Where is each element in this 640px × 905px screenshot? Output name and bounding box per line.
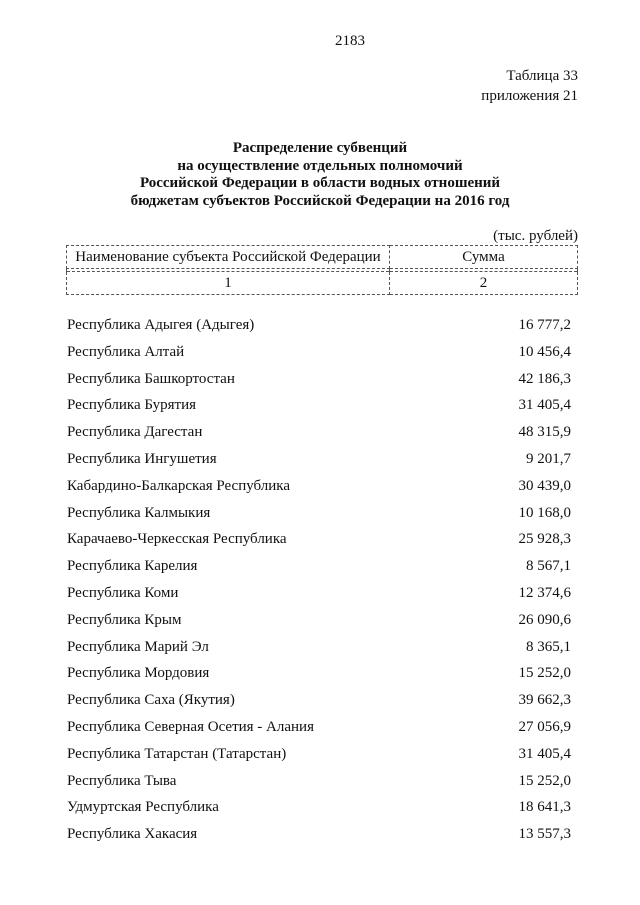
region-sum: 27 056,9 [518,719,571,735]
table-header [66,245,578,295]
region-sum: 10 456,4 [518,343,571,360]
table-row [0,689,640,711]
region-sum: 48 315,9 [518,424,571,441]
region-name: Республика Тыва [67,772,177,789]
region-name: Республика Бурятия [67,397,197,414]
table-row [0,314,640,336]
table-row [0,421,640,443]
region-name: Республика Северная Осетия - Алания [67,719,314,735]
table-row [0,475,640,497]
region-name: Республика Хакасия [67,826,198,843]
header-region-name: Наименование субъекта Российской Федерации [67,246,390,269]
region-sum: 15 252,0 [518,665,571,682]
table-row [0,770,640,792]
region-sum: 39 662,3 [518,692,571,709]
table-row [0,394,640,416]
table-row [0,743,640,765]
region-name: Республика Коми [67,585,179,601]
region-name: Кабардино-Балкарская Республика [67,477,291,494]
region-name: Удмуртская Республика [67,799,219,816]
table-label-line2: приложения 21 [481,88,578,104]
title-line-4: бюджетам субъектов Российской Федерации на 2016 год [130,192,510,209]
table-row [0,823,640,845]
region-sum: 8 365,1 [526,638,571,655]
region-name: Республика Татарстан (Татарстан) [67,745,287,762]
region-sum: 13 557,3 [518,826,571,843]
table-label-line1: Таблица 33 [506,68,578,84]
region-name: Карачаево-Черкесская Республика [67,531,287,548]
region-sum: 42 186,3 [518,370,571,387]
region-name: Республика Марий Эл [67,638,209,655]
region-name: Республика Ингушетия [67,451,217,467]
region-sum: 26 090,6 [518,611,571,628]
region-sum: 31 405,4 [518,397,571,414]
title-line-1: Распределение субвенций [232,140,408,156]
table-label [481,66,578,106]
title-line-2: на осуществление отдельных полномочий [177,157,463,174]
region-name: Республика Саха (Якутия) [67,692,235,709]
region-name: Республика Калмыкия [67,504,211,521]
region-sum: 18 641,3 [518,799,571,816]
region-sum: 30 439,0 [518,477,571,494]
table-row [0,609,640,631]
region-name: Республика Дагестан [67,424,203,441]
units-label: (тыс. рублей) [493,228,578,244]
region-sum: 10 168,0 [518,504,571,521]
region-name: Республика Алтай [67,343,185,360]
region-name: Республика Карелия [67,558,198,575]
region-sum: 9 201,7 [526,451,571,467]
table-row [0,716,640,738]
title-line-3: Российской Федерации в области водных отношений [139,175,501,191]
table-row [0,636,640,658]
region-name: Республика Адыгея (Адыгея) [67,317,255,333]
region-sum: 25 928,3 [518,531,571,548]
header-sum: Сумма [390,246,578,269]
region-name: Республика Крым [67,611,182,628]
table-row [0,555,640,577]
table-row [0,528,640,550]
region-sum: 31 405,4 [518,745,571,762]
table-row [0,662,640,684]
region-sum: 16 777,2 [518,317,571,333]
region-sum: 15 252,0 [518,772,571,789]
table-row [0,341,640,363]
table-row [0,582,640,604]
header-row [67,246,578,269]
region-name: Республика Башкортостан [67,370,235,387]
region-name: Республика Мордовия [67,665,210,682]
table-row [0,502,640,524]
document-title [0,140,640,210]
table-row [0,796,640,818]
region-sum: 8 567,1 [526,558,571,575]
table-row [0,448,640,470]
page-number: 2183 [335,33,365,49]
column-number-2: 2 [390,272,578,295]
region-sum: 12 374,6 [518,585,571,601]
column-number-row [67,272,578,295]
column-number-1: 1 [67,272,390,295]
table-row [0,368,640,390]
